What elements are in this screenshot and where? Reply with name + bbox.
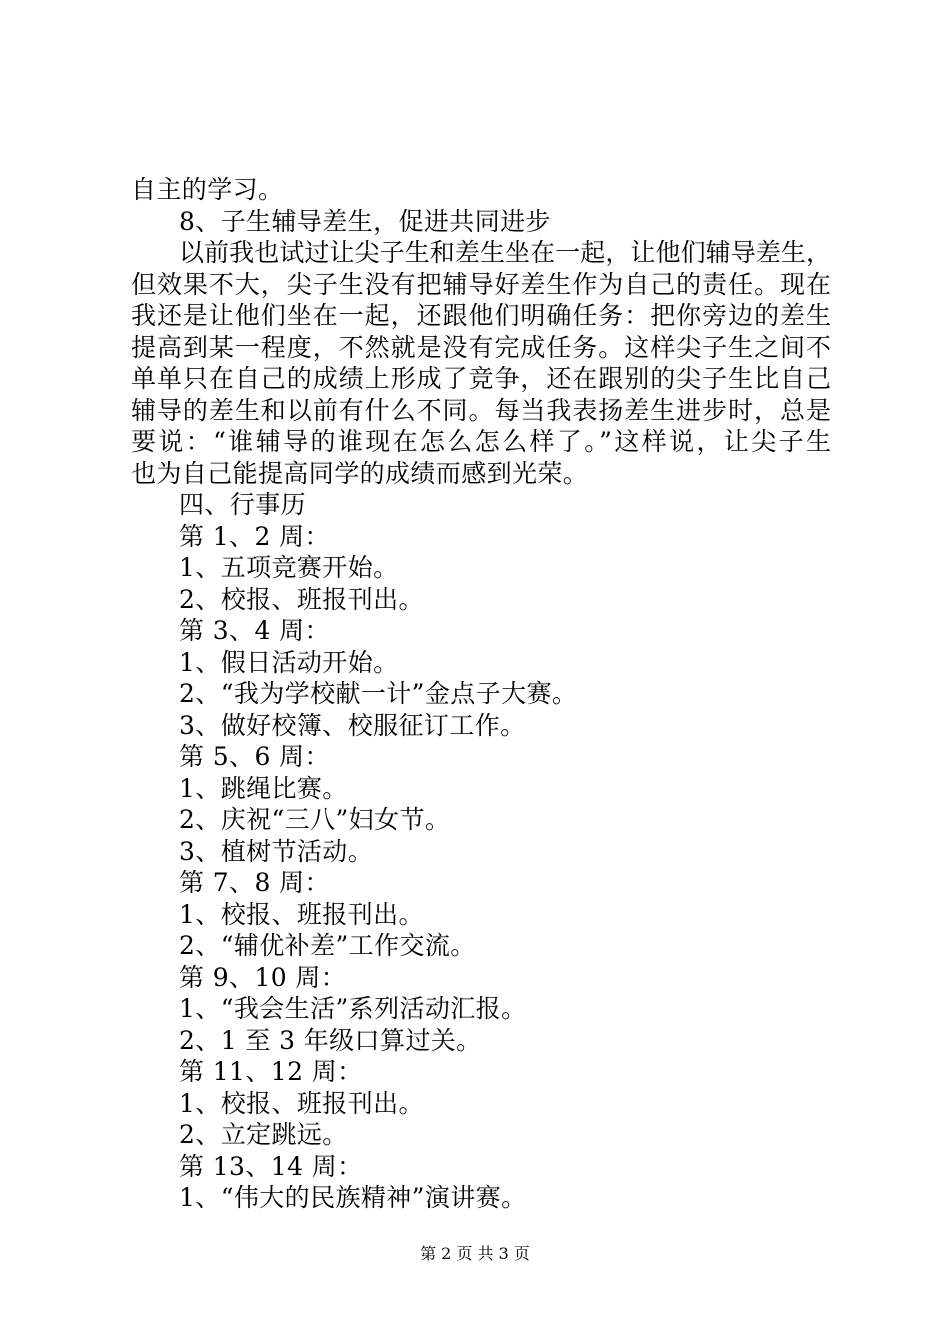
paragraph-line: 8、子生辅导差生，促进共同进步 — [179, 206, 551, 236]
paragraph-line: 1、跳绳比赛。 — [179, 773, 348, 803]
paragraph-line: 单单只在自己的成绩上形成了竞争，还在跟别的尖子生比自己 — [131, 364, 831, 393]
paragraph-line: 2、1 至 3 年级口算过关。 — [179, 1025, 482, 1055]
paragraph-line: 但效果不大，尖子生没有把辅导好差生作为自己的责任。现在 — [131, 269, 831, 299]
paragraph-line: 也为自己能提高同学的成绩而感到光荣。 — [131, 458, 589, 488]
page-footer: 第 2 页 共 3 页 — [420, 1244, 530, 1263]
paragraph-line: 3、做好校簿、校服征订工作。 — [179, 710, 526, 740]
paragraph-line: 自主的学习。 — [131, 175, 284, 204]
paragraph-line: 要说：“谁辅导的谁现在怎么怎么样了。”这样说，让尖子生 — [131, 427, 831, 456]
paragraph-line: 提高到某一程度，不然就是没有完成任务。这样尖子生之间不 — [131, 332, 831, 362]
paragraph-line: 3、植树节活动。 — [179, 836, 374, 866]
paragraph-line: 第 7、8 周： — [179, 868, 330, 897]
paragraph-line: 辅导的差生和以前有什么不同。每当我表扬差生进步时，总是 — [131, 395, 831, 425]
paragraph-line: 1、校报、班报刊出。 — [179, 899, 424, 929]
document-body — [131, 174, 831, 1214]
paragraph-line: 第 9、10 周： — [179, 962, 347, 992]
paragraph-line: 2、“我为学校献一计”金点子大赛。 — [179, 679, 578, 708]
paragraph-line: 四、行事历 — [179, 490, 307, 519]
paragraph-line: 第 3、4 周： — [179, 616, 330, 645]
paragraph-line: 1、“伟大的民族精神”演讲赛。 — [179, 1183, 527, 1212]
paragraph-line: 第 5、6 周： — [179, 742, 330, 771]
paragraph-line: 1、五项竞赛开始。 — [179, 553, 399, 582]
paragraph-line: 第 11、12 周： — [179, 1057, 363, 1086]
paragraph-line: 2、立定跳远。 — [179, 1120, 348, 1149]
paragraph-line: 以前我也试过让尖子生和差生坐在一起，让他们辅导差生， — [179, 238, 831, 267]
paragraph-line: 1、校报、班报刊出。 — [179, 1088, 424, 1118]
paragraph-line: 1、假日活动开始。 — [179, 647, 399, 677]
paragraph-line: 我还是让他们坐在一起，还跟他们明确任务：把你旁边的差生 — [131, 301, 831, 330]
paragraph-line: 第 1、2 周： — [179, 521, 330, 551]
paragraph-line: 2、庆祝“三八”妇女节。 — [179, 805, 451, 834]
paragraph-line: 2、“辅优补差”工作交流。 — [179, 931, 476, 960]
paragraph-line: 2、校报、班报刊出。 — [179, 584, 424, 614]
paragraph-line: 1、“我会生活”系列活动汇报。 — [179, 994, 527, 1023]
paragraph-line: 第 13、14 周： — [179, 1151, 363, 1181]
